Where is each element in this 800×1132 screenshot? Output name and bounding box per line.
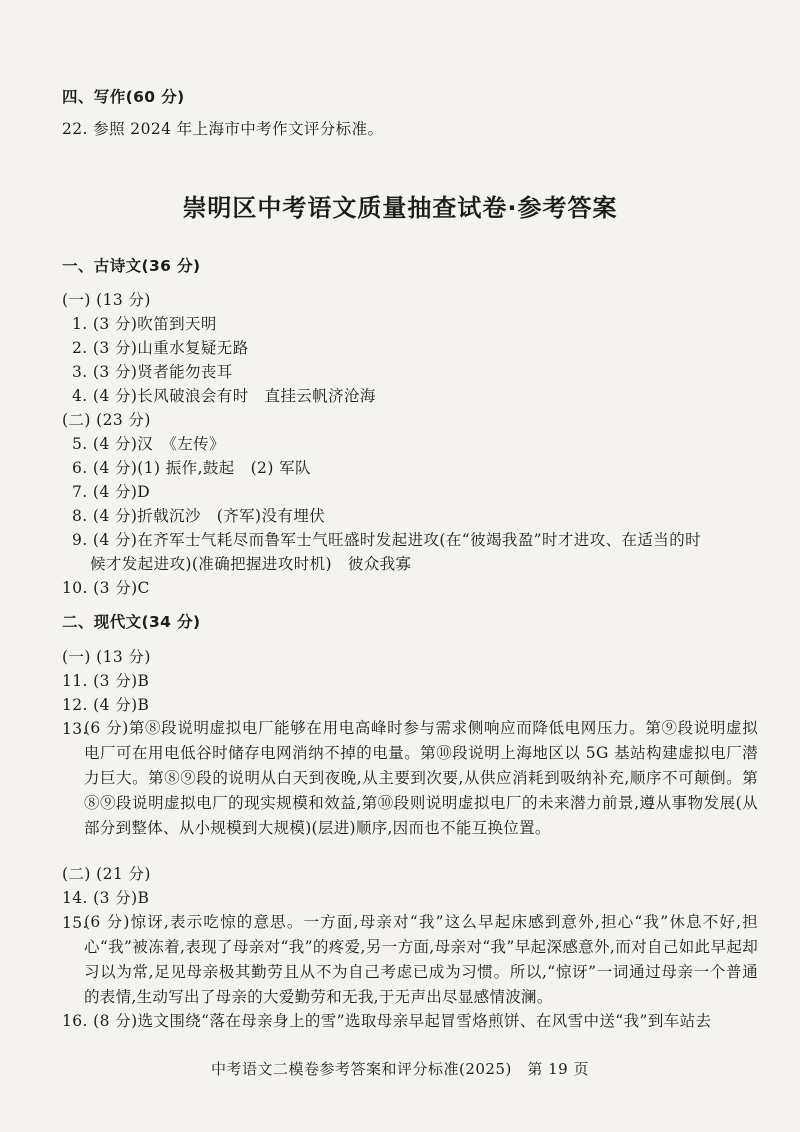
section1-part1-heading: (一) (13 分): [62, 291, 151, 309]
question-9-line1: 9. (4 分)在齐军士气耗尽而鲁军士气旺盛时发起进攻(在“彼竭我盈”时才进攻、在适当的时: [72, 531, 701, 549]
question-11: 11. (3 分)B: [62, 672, 150, 690]
question-7: 7. (4 分)D: [72, 483, 151, 501]
page-footer: 中考语文二模卷参考答案和评分标准(2025) 第 19 页: [210, 1060, 589, 1078]
question-9-line2: 候才发起进攻)(准确把握进攻时机) 彼众我寡: [90, 555, 412, 573]
question-12: 12. (4 分)B: [62, 696, 150, 714]
question-1: 1. (3 分)吹笛到天明: [72, 315, 217, 333]
section4-heading: 四、写作(60 分): [62, 88, 185, 106]
question-15-number: 15.: [62, 914, 88, 932]
section2-part2-heading: (二) (21 分): [62, 865, 151, 883]
question-15-answer: (6 分)惊讶,表示吃惊的意思。一方面,母亲对“我”这么早起床感到意外,担心“我”休息不好,担心“我”被冻着,表现了母亲对“我”的疼爱,另一方面,母亲对“我”早起深感意外,而对自己如此早起却习以为常,足见母亲极其勤劳且从不为自己考虑已成为习惯。所以,“惊讶”一词通过母亲一个普通的表情,生动写出了母亲的大爱勤劳和无我,于无声出尽显感情波澜。: [84, 913, 758, 1006]
section1-heading: 一、古诗文(36 分): [62, 257, 201, 275]
section1-part2-heading: (二) (23 分): [62, 411, 151, 429]
question-13-answer: (6 分)第⑧段说明虚拟电厂能够在用电高峰时参与需求侧响应而降低电网压力。第⑨段说明虚拟电厂可在用电低谷时储存电网消纳不掉的电量。第⑩段说明上海地区以 5G 基站构建虚拟电厂潜力巨大。第⑧⑨段的说明从白天到夜晚,从主要到次要,从供应消耗到吸纳补充,顺序不可颠倒。第⑧⑨段说明虚拟电厂的现实规模和效益,第⑩段则说明虚拟电厂的未来潜力前景,遵从事物发展(从部分到整体、从小规模到大规模)(层进)顺序,因而也不能互换位置。: [84, 719, 758, 837]
section2-heading: 二、现代文(34 分): [62, 613, 201, 631]
question-13-number: 13.: [62, 720, 88, 738]
page-title: 崇明区中考语文质量抽查试卷·参考答案: [182, 194, 618, 222]
question-6: 6. (4 分)(1) 振作,鼓起 (2) 军队: [72, 459, 311, 477]
question-8: 8. (4 分)折戟沉沙 (齐军)没有埋伏: [72, 507, 326, 525]
question-3: 3. (3 分)贤者能勿丧耳: [72, 363, 233, 381]
question-22: 22. 参照 2024 年上海市中考作文评分标准。: [62, 120, 384, 138]
question-16: 16. (8 分)选文围绕“落在母亲身上的雪”选取母亲早起冒雪烙煎饼、在风雪中送“我”到车站去: [62, 1012, 712, 1030]
question-4: 4. (4 分)长风破浪会有时 直挂云帆济沧海: [72, 387, 376, 405]
question-5: 5. (4 分)汉 《左传》: [72, 435, 225, 453]
question-10: 10. (3 分)C: [62, 579, 150, 597]
question-14: 14. (3 分)B: [62, 889, 150, 907]
section2-part1-heading: (一) (13 分): [62, 648, 151, 666]
question-2: 2. (3 分)山重水复疑无路: [72, 339, 249, 357]
